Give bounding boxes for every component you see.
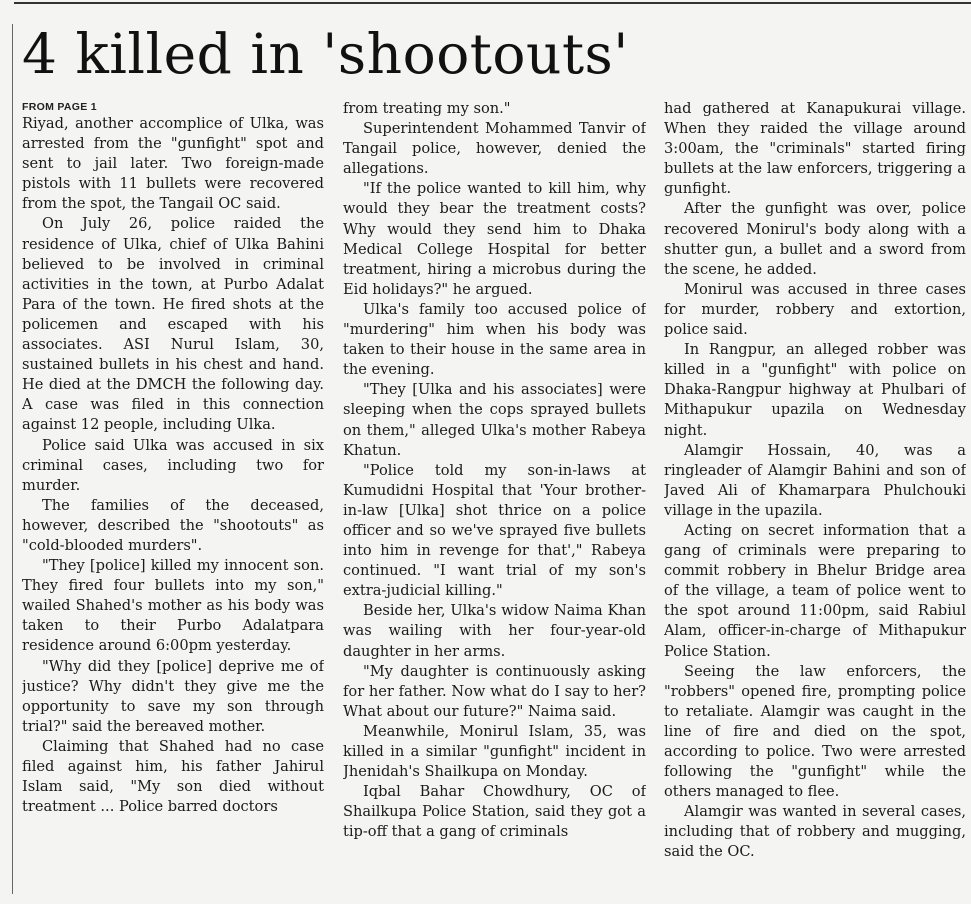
paragraph: Seeing the law enforcers, the "robbers" opened fire, prompting police to retaliate. Alamgir was caught in the line of fire and died on the spot, according to police. Two were arrested following the "gunfight" while the others managed to flee.	[664, 662, 966, 801]
paragraph: "Why did they [police] deprive me of justice? Why didn't they give me the opportunity to save my son through trial?" said the bereaved mother.	[22, 657, 324, 735]
paragraph: Superintendent Mohammed Tanvir of Tangail police, however, denied the allegations.	[343, 120, 646, 178]
paragraph: had gathered at Kanapukurai village. When they raided the village around 3:00am, the "criminals" started firing bullets at the law enforcers, triggering a gunfight.	[664, 100, 966, 198]
paragraph: Police said Ulka was accused in six criminal cases, including two for murder.	[22, 436, 324, 494]
paragraph: The families of the deceased, however, described the "shootouts" as "cold-blooded murders".	[22, 496, 324, 554]
kicker: FROM PAGE 1	[22, 101, 97, 113]
left-column-rule	[12, 24, 13, 894]
column-2	[343, 99, 646, 903]
paragraph: Claiming that Shahed had no case filed against him, his father Jahirul Islam said, "My son died without treatment ... Police barred doctors	[22, 737, 324, 816]
paragraph: Ulka's family too accused police of "murdering" him when his body was taken to their house in the same area in the evening.	[343, 300, 646, 379]
paragraph: "If the police wanted to kill him, why would they bear the treatment costs? Why would they send him to Dhaka Medical College Hospital for better treatment, hiring a microbus during the Eid holidays?" he argued.	[343, 180, 646, 298]
paragraph: Iqbal Bahar Chowdhury, OC of Shailkupa Police Station, said they got a tip-off that a gang of criminals	[343, 783, 646, 841]
paragraph: Acting on secret information that a gang of criminals were preparing to commit robbery in Bhelur Bridge area of the village, a team of police went to the spot around 11:00pm, said Rabiul Alam, officer-in-charge of Mithapukur Police Station.	[664, 521, 966, 660]
paragraph: Alamgir was wanted in several cases, including that of robbery and mugging, said the OC.	[664, 803, 966, 861]
column-3	[664, 99, 966, 903]
paragraph: In Rangpur, an alleged robber was killed in a "gunfight" with police on Dhaka-Rangpur highway at Phulbari of Mithapukur upazila on Wednesday night.	[664, 341, 966, 439]
paragraph: "Police told my son-in-laws at Kumudidni Hospital that 'Your brother-in-law [Ulka] shot thrice on a police officer and so we've sprayed five bullets into him in revenge for that'," Rabeya continued. "I want trial of my son's extra-judicial killing."	[343, 461, 646, 600]
paragraph: from treating my son."	[343, 100, 511, 117]
paragraph: "My daughter is continuously asking for her father. Now what do I say to her? What about our future?" Naima said.	[343, 662, 646, 720]
paragraph: "They [police] killed my innocent son. They fired four bullets into my son," wailed Shahed's mother as his body was taken to their Purbo Adalatpara residence around 6:00pm yesterday.	[22, 557, 324, 655]
paragraph: Riyad, another accomplice of Ulka, was arrested from the "gunfight" spot and sent to jail later. Two foreign-made pistols with 11 bullets were recovered from the spot, the Tangail OC said.	[22, 115, 324, 213]
paragraph: Beside her, Ulka's widow Naima Khan was wailing with her four-year-old daughter in her arms.	[343, 602, 646, 660]
paragraph: On July 26, police raided the residence of Ulka, chief of Ulka Bahini believed to be involved in criminal activities in the town, at Purbo Adalat Para of the town. He fired shots at the policemen and escaped with his associates. ASI Nurul Islam, 30, sustained bullets in his chest and hand. He died at the DMCH the following day. A case was filed in this connection against 12 people, including Ulka.	[22, 215, 324, 434]
paragraph: After the gunfight was over, police recovered Monirul's body along with a shutter gun, a bullet and a sword from the scene, he added.	[664, 200, 966, 278]
paragraph: "They [Ulka and his associates] were sleeping when the cops sprayed bullets on them," alleged Ulka's mother Rabeya Khatun.	[343, 381, 646, 459]
paragraph: Alamgir Hossain, 40, was a ringleader of Alamgir Bahini and son of Javed Ali of Khamarpara Phulchouki village in the upazila.	[664, 441, 966, 519]
top-rule	[14, 2, 971, 4]
paragraph: Monirul was accused in three cases for murder, robbery and extortion, police said.	[664, 280, 966, 339]
column-1	[22, 100, 324, 904]
headline: 4 killed in 'shootouts'	[22, 22, 629, 86]
paragraph: Meanwhile, Monirul Islam, 35, was killed in a similar "gunfight" incident in Jhenidah's Shailkupa on Monday.	[343, 722, 646, 781]
